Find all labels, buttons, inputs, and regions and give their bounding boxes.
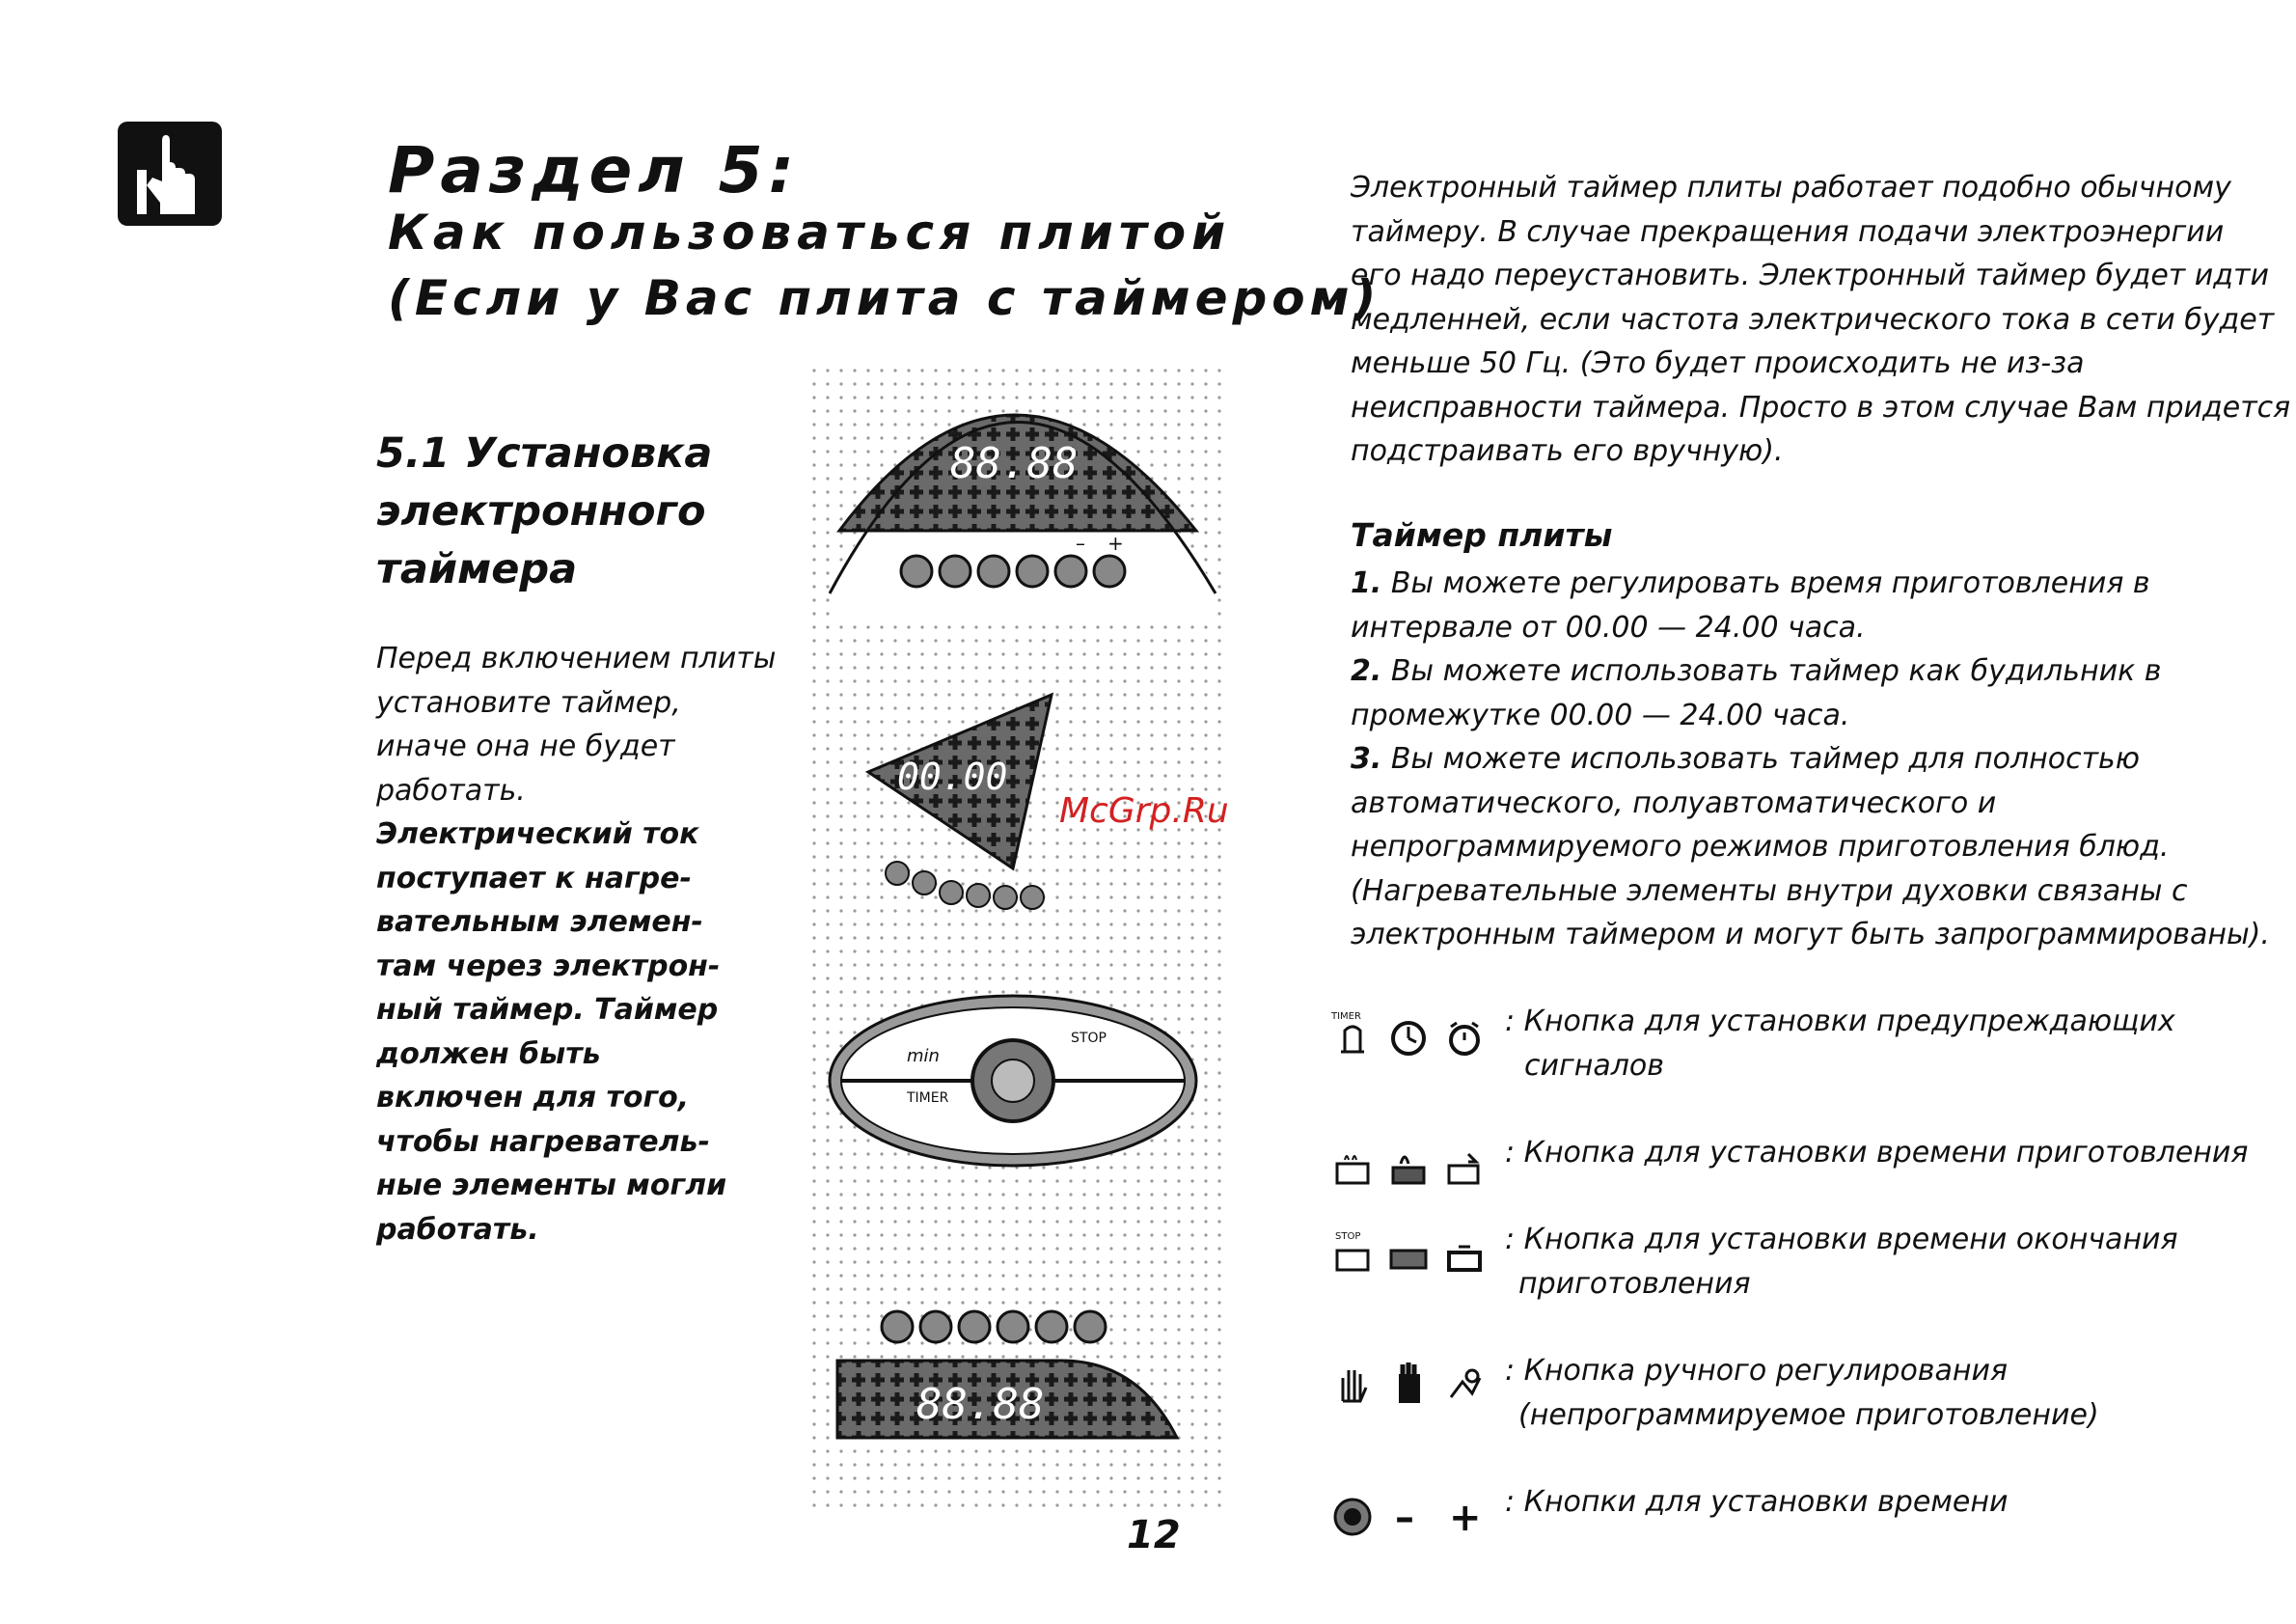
section-badge-hand-icon xyxy=(118,122,222,226)
section-heading: 5.1 Установка электронного таймера xyxy=(376,429,713,593)
svg-text:+: + xyxy=(1449,1496,1482,1538)
legend-row-end-time: STOP : Кнопка для установки времени окончания приготовления xyxy=(1331,1218,2178,1306)
display-triangle-digits: 00.00 xyxy=(897,756,1008,798)
page-number: 12 xyxy=(1127,1513,1181,1557)
hand-flower-icon xyxy=(1443,1359,1486,1407)
alarm-icon xyxy=(1443,1009,1486,1058)
intro-paragraph: Электронный таймер плиты работает подобно обычному таймеру. В случае прекращения подачи электроэнергии его надо переустановить. Электронный таймер будет идти медленней, если частота электрического тока в сети будет меньше 50 Гц. (Это будет происходить не из-за неисправности таймера. Просто в этом случае Вам придется подстраивать его вручную). xyxy=(1351,171,2291,468)
timer-item-1: 1. Вы можете регулировать время приготовления в xyxy=(1351,566,2150,600)
pot-steam-icon xyxy=(1387,1141,1430,1189)
legend-row-manual: : Кнопка ручного регулирования (непрограммируемое приготовление) xyxy=(1331,1349,2099,1437)
pot-stop2-icon xyxy=(1443,1227,1486,1276)
legend-row-cook-time: : Кнопка для установки времени приготовления xyxy=(1331,1131,2248,1189)
page-subtitle-note: (Если у Вас плита с таймером) xyxy=(388,270,1381,326)
intro-text: Перед включением плиты установите таймер, иначе она не будет работать. Электрический ток поступает к нагре- вательным элемен- там через электрон- ный таймер. Таймер должен быть включен для того, чтобы нагреватель- ные элементы могли работать. xyxy=(376,642,777,1247)
svg-text:–: – xyxy=(1395,1496,1414,1538)
plus-icon xyxy=(1443,1490,1486,1538)
hand-solid-icon xyxy=(1387,1359,1430,1407)
knob-icon xyxy=(1331,1490,1374,1538)
plus-sign: + xyxy=(1107,532,1124,555)
pot-icon xyxy=(1331,1141,1374,1189)
panel-oval xyxy=(830,996,1196,1166)
timer-item-3: 3. Вы можете использовать таймер для полностью xyxy=(1351,742,2140,776)
oval-min-label: min xyxy=(907,1046,940,1066)
oval-timer-label: TIMER xyxy=(907,1090,949,1106)
display-arch-digits: 88.88 xyxy=(950,439,1079,488)
minus-sign: – xyxy=(1076,532,1085,555)
oval-stop-label: STOP xyxy=(1071,1031,1107,1046)
hand-icon xyxy=(1331,1359,1374,1407)
timer-bell-icon xyxy=(1331,1009,1374,1058)
timer-items: 1. Вы можете регулировать время приготовления в интервале от 00.00 — 24.00 часа. 2. Вы можете использовать таймер как будильник в промежутке 00.00 — 24.00 часа. 3. Вы можете использовать таймер для полностью автоматического, полуавтоматического и непрограммируемого режимов приготовления блюд. (Нагревательные элементы внутри духовки связаны с электронным таймером и могут быть запрограммированы). xyxy=(1351,562,2270,957)
page-subtitle: Как пользоваться плитой xyxy=(388,205,1232,261)
control-panel-diagrams xyxy=(810,367,1225,1515)
legend-row-alarm: TIMER : Кнопка для установки предупреждающих сигналов xyxy=(1331,1005,2175,1083)
legend-row-time-buttons: – + : Кнопки для установки времени xyxy=(1331,1480,2008,1538)
timer-heading: Таймер плиты xyxy=(1351,516,1613,554)
display-slanted-digits: 88.88 xyxy=(916,1380,1045,1429)
pot-stop-icon xyxy=(1331,1227,1374,1276)
pot-arrow-icon xyxy=(1443,1141,1486,1189)
watermark-text: McGrp.Ru xyxy=(1059,791,1229,831)
minus-icon xyxy=(1387,1490,1430,1538)
svg-text:TIMER: TIMER xyxy=(1331,1011,1361,1022)
clock-icon xyxy=(1387,1009,1430,1058)
page-title: Раздел 5: xyxy=(388,133,800,207)
svg-text:STOP: STOP xyxy=(1335,1231,1361,1242)
tray-stop-icon xyxy=(1387,1227,1430,1276)
timer-item-2: 2. Вы можете использовать таймер как будильник в xyxy=(1351,654,2162,688)
